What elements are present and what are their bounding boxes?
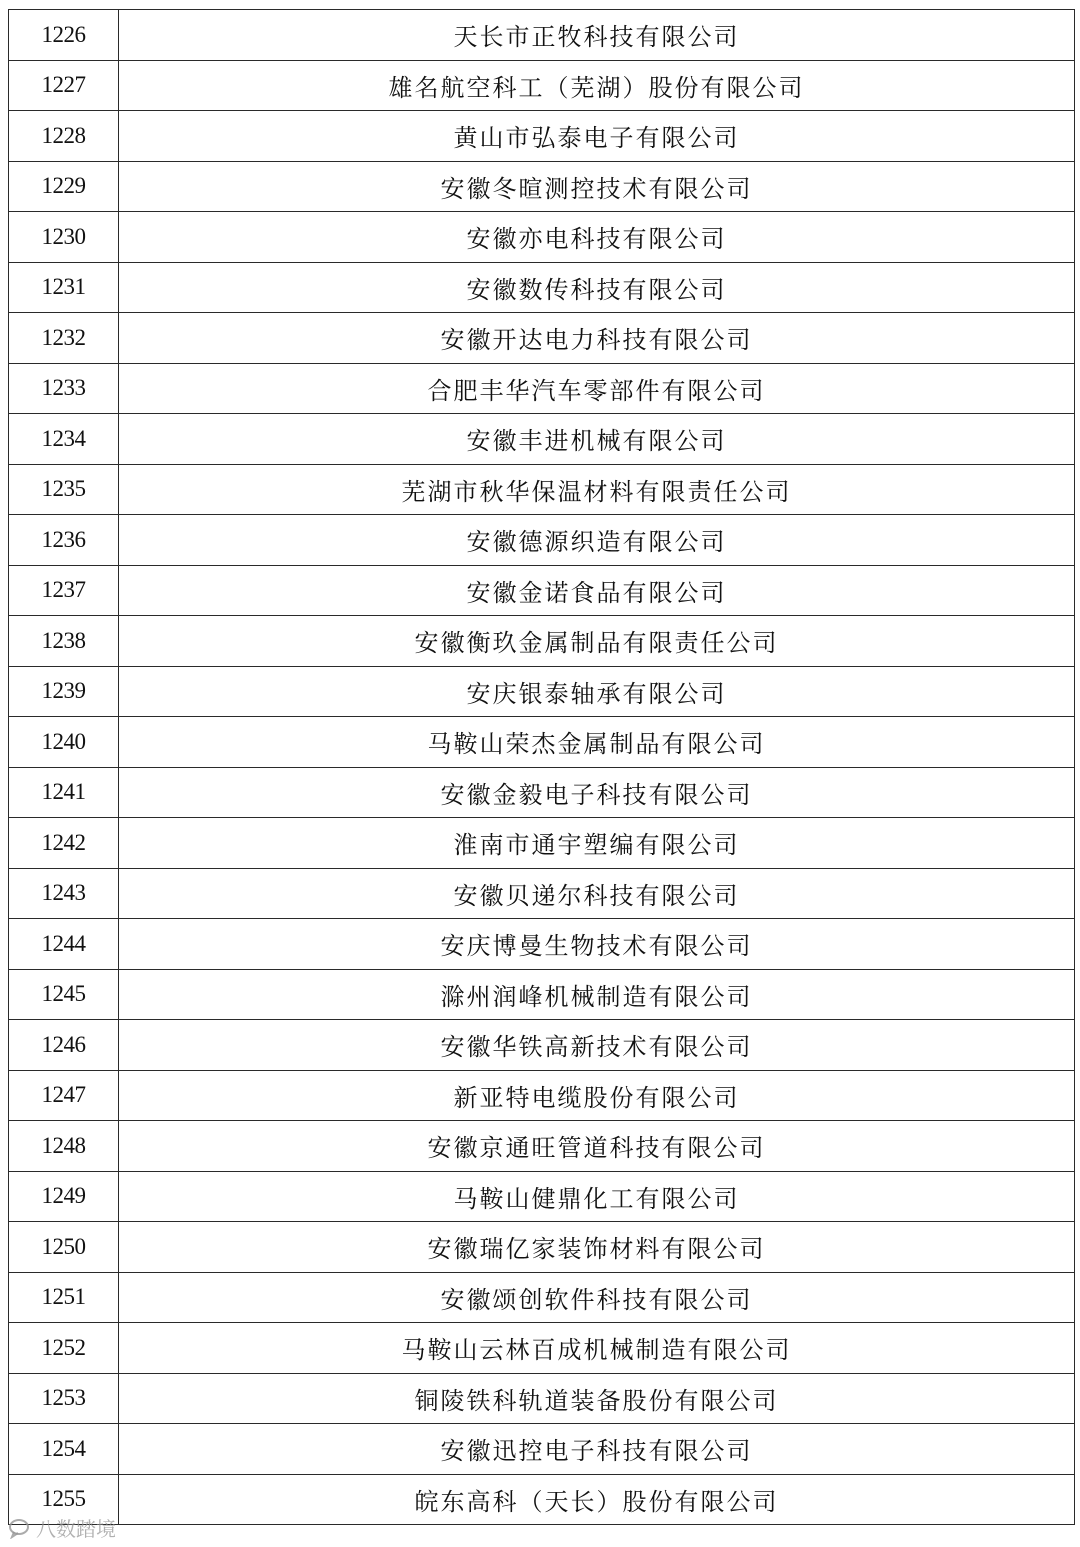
table-body xyxy=(9,10,1075,1525)
row-number-cell: 1254 xyxy=(9,1424,119,1475)
company-name-cell: 安徽金诺食品有限公司 xyxy=(119,565,1075,616)
table-row xyxy=(9,616,1075,667)
company-name-cell: 安徽亦电科技有限公司 xyxy=(119,212,1075,263)
table-row xyxy=(9,919,1075,970)
table-row xyxy=(9,868,1075,919)
company-name-cell: 安徽德源织造有限公司 xyxy=(119,515,1075,566)
table-row xyxy=(9,1171,1075,1222)
table-row xyxy=(9,1070,1075,1121)
company-name-cell: 安徽京通旺管道科技有限公司 xyxy=(119,1121,1075,1172)
table-row xyxy=(9,767,1075,818)
table-row xyxy=(9,1121,1075,1172)
row-number-cell: 1251 xyxy=(9,1272,119,1323)
table-row xyxy=(9,565,1075,616)
table-row xyxy=(9,818,1075,869)
table-row xyxy=(9,212,1075,263)
company-name-cell: 安徽冬暄测控技术有限公司 xyxy=(119,161,1075,212)
company-name-cell: 安徽金毅电子科技有限公司 xyxy=(119,767,1075,818)
table-row xyxy=(9,717,1075,768)
company-name-cell: 安徽开达电力科技有限公司 xyxy=(119,313,1075,364)
table-row xyxy=(9,464,1075,515)
company-name-cell: 淮南市通宇塑编有限公司 xyxy=(119,818,1075,869)
row-number-cell: 1240 xyxy=(9,717,119,768)
row-number-cell: 1253 xyxy=(9,1373,119,1424)
row-number-cell: 1238 xyxy=(9,616,119,667)
company-name-cell: 天长市正牧科技有限公司 xyxy=(119,10,1075,61)
row-number-cell: 1250 xyxy=(9,1222,119,1273)
row-number-cell: 1247 xyxy=(9,1070,119,1121)
watermark-text: 八数踏境 xyxy=(36,1517,116,1541)
company-name-cell: 安庆银泰轴承有限公司 xyxy=(119,666,1075,717)
row-number-cell: 1243 xyxy=(9,868,119,919)
table-row xyxy=(9,515,1075,566)
table-row xyxy=(9,1424,1075,1475)
table-row xyxy=(9,262,1075,313)
company-name-cell: 铜陵铁科轨道装备股份有限公司 xyxy=(119,1373,1075,1424)
table-row xyxy=(9,1373,1075,1424)
company-name-cell: 黄山市弘泰电子有限公司 xyxy=(119,111,1075,162)
table-row xyxy=(9,111,1075,162)
row-number-cell: 1245 xyxy=(9,969,119,1020)
company-name-cell: 安徽瑞亿家装饰材料有限公司 xyxy=(119,1222,1075,1273)
row-number-cell: 1235 xyxy=(9,464,119,515)
company-name-cell: 安徽数传科技有限公司 xyxy=(119,262,1075,313)
company-name-cell: 合肥丰华汽车零部件有限公司 xyxy=(119,363,1075,414)
company-name-cell: 安庆博曼生物技术有限公司 xyxy=(119,919,1075,970)
company-name-cell: 马鞍山荣杰金属制品有限公司 xyxy=(119,717,1075,768)
row-number-cell: 1232 xyxy=(9,313,119,364)
row-number-cell: 1249 xyxy=(9,1171,119,1222)
row-number-cell: 1237 xyxy=(9,565,119,616)
company-name-cell: 皖东高科（天长）股份有限公司 xyxy=(119,1474,1075,1525)
row-number-cell: 1234 xyxy=(9,414,119,465)
company-list-table xyxy=(8,9,1075,1525)
company-name-cell: 安徽华铁高新技术有限公司 xyxy=(119,1020,1075,1071)
company-name-cell: 滁州润峰机械制造有限公司 xyxy=(119,969,1075,1020)
company-name-cell: 安徽贝递尔科技有限公司 xyxy=(119,868,1075,919)
company-name-cell: 安徽迅控电子科技有限公司 xyxy=(119,1424,1075,1475)
table-row xyxy=(9,666,1075,717)
company-name-cell: 芜湖市秋华保温材料有限责任公司 xyxy=(119,464,1075,515)
row-number-cell: 1230 xyxy=(9,212,119,263)
table-row xyxy=(9,313,1075,364)
company-name-cell: 马鞍山云林百成机械制造有限公司 xyxy=(119,1323,1075,1374)
row-number-cell: 1231 xyxy=(9,262,119,313)
row-number-cell: 1233 xyxy=(9,363,119,414)
row-number-cell: 1248 xyxy=(9,1121,119,1172)
table-row xyxy=(9,1323,1075,1374)
table-row xyxy=(9,363,1075,414)
row-number-cell: 1242 xyxy=(9,818,119,869)
table-row xyxy=(9,1020,1075,1071)
table-row xyxy=(9,60,1075,111)
company-name-cell: 安徽丰进机械有限公司 xyxy=(119,414,1075,465)
table-row xyxy=(9,1474,1075,1525)
row-number-cell: 1239 xyxy=(9,666,119,717)
company-name-cell: 马鞍山健鼎化工有限公司 xyxy=(119,1171,1075,1222)
row-number-cell: 1228 xyxy=(9,111,119,162)
row-number-cell: 1252 xyxy=(9,1323,119,1374)
table-row xyxy=(9,10,1075,61)
row-number-cell: 1226 xyxy=(9,10,119,61)
table-row xyxy=(9,161,1075,212)
row-number-cell: 1244 xyxy=(9,919,119,970)
table-row xyxy=(9,414,1075,465)
row-number-cell: 1229 xyxy=(9,161,119,212)
row-number-cell: 1227 xyxy=(9,60,119,111)
company-name-cell: 新亚特电缆股份有限公司 xyxy=(119,1070,1075,1121)
company-name-cell: 安徽颂创软件科技有限公司 xyxy=(119,1272,1075,1323)
row-number-cell: 1255 xyxy=(9,1474,119,1525)
row-number-cell: 1246 xyxy=(9,1020,119,1071)
row-number-cell: 1241 xyxy=(9,767,119,818)
table-row xyxy=(9,1222,1075,1273)
table-row xyxy=(9,969,1075,1020)
row-number-cell: 1236 xyxy=(9,515,119,566)
table-row xyxy=(9,1272,1075,1323)
company-name-cell: 雄名航空科工（芜湖）股份有限公司 xyxy=(119,60,1075,111)
company-name-cell: 安徽衡玖金属制品有限责任公司 xyxy=(119,616,1075,667)
